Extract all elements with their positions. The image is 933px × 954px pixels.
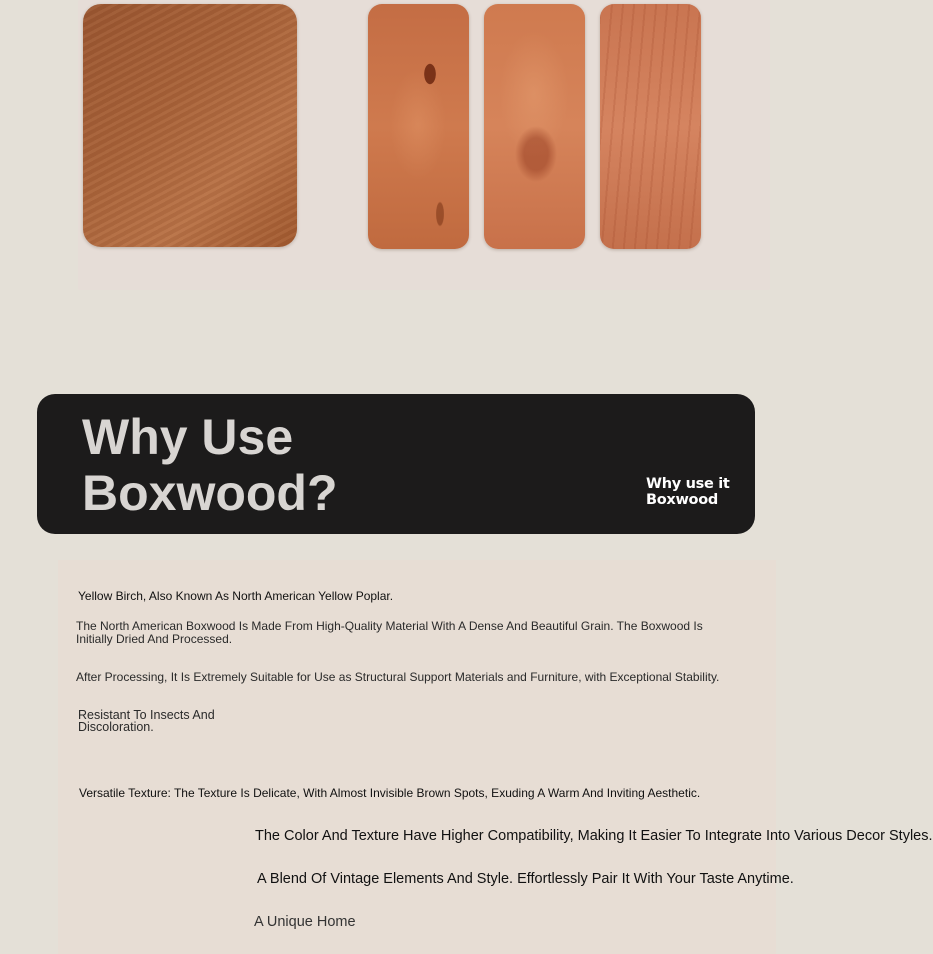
paragraph-texture: Versatile Texture: The Texture Is Delicate, With Almost Invisible Brown Spots, Exuding A Warm And Inviting Aesthetic. [79, 786, 701, 800]
hero-badge: Why use it Boxwood [646, 476, 730, 508]
paragraph-processing: After Processing, It Is Extremely Suitable for Use as Structural Support Materials and Furniture, with Exceptional Stability. [76, 670, 720, 684]
paragraph-material: The North American Boxwood Is Made From High-Quality Material With A Dense And Beautiful Grain. The Boxwood Is Initially Dried And Processed. [76, 619, 703, 646]
paragraph-vintage: A Blend Of Vintage Elements And Style. Effortlessly Pair It With Your Taste Anytime. [257, 871, 794, 887]
paragraph-unique-home: A Unique Home [254, 914, 356, 930]
hero-title: Why Use Boxwood? [82, 409, 338, 521]
paragraph-resistance: Resistant To Insects And Discoloration. [78, 708, 215, 734]
paragraph-intro: Yellow Birch, Also Known As North American Yellow Poplar. [78, 589, 394, 603]
wood-sample-image-grain [600, 4, 701, 249]
wood-sample-image-knot [368, 4, 469, 249]
wood-sample-image-large [83, 4, 297, 247]
paragraph-compatibility: The Color And Texture Have Higher Compatibility, Making It Easier To Integrate Into Various Decor Styles. [255, 828, 933, 844]
wood-sample-image-burl [484, 4, 585, 249]
